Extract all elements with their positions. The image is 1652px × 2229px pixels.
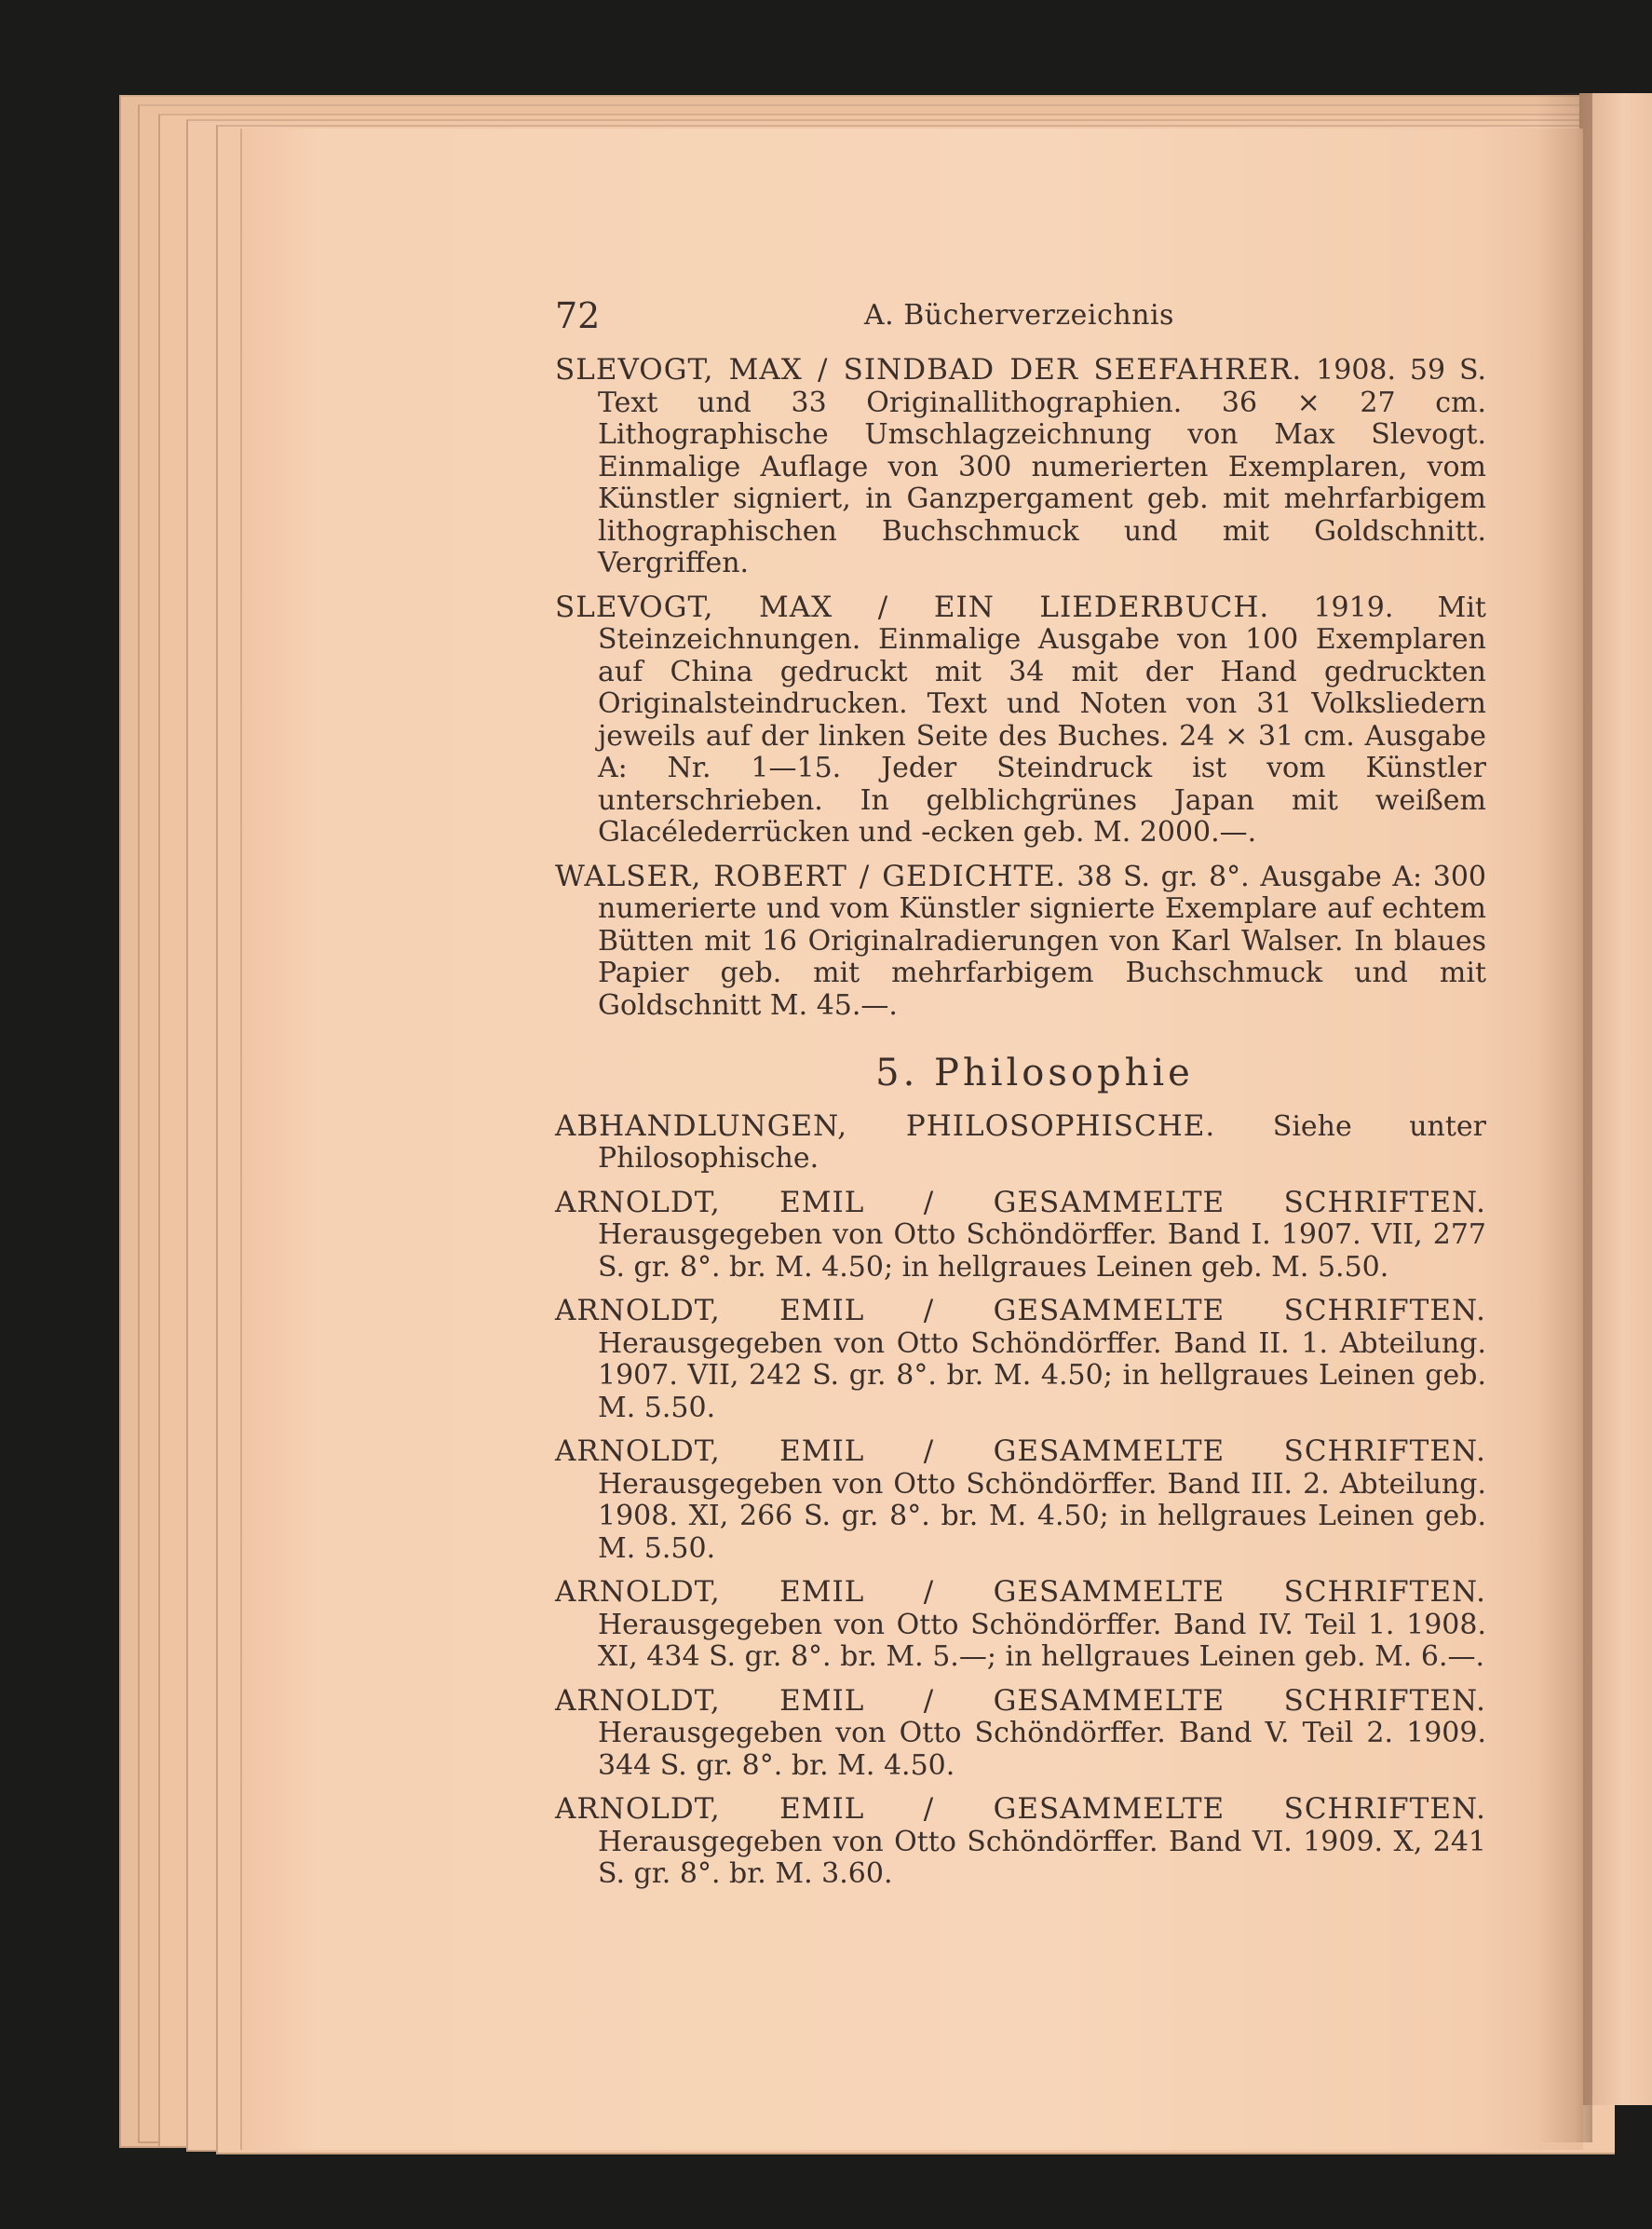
- entry-body: 1919. Mit Steinzeichnungen. Einmalige Ausgabe von 100 Exemplaren auf China gedruckt mit 34 mit der Hand gedruckten Originalsteindrucken. Text und Noten von 31 Volksliedern jeweils auf der linken Seite des Buches. 24 × 31 cm. Ausgabe A: Nr. 1—15. Jeder Steindruck ist vom Künstler unterschrieben. In gelblichgrünes Japan mit weißem Glacélederrücken und -ecken geb. M. 2000.—.: [598, 591, 1486, 849]
- entry-head: ABHANDLUNGEN, PHILOSOPHISCHE.: [555, 1108, 1216, 1143]
- catalog-entry: [555, 1685, 1486, 1783]
- entry-body: Herausgegeben von Otto Schöndörffer. Band V. Teil 2. 1909. 344 S. gr. 8°. br. M. 4.50.: [598, 1717, 1486, 1782]
- entry-body: Siehe unter Philosophische.: [598, 1109, 1486, 1175]
- catalog-entry: [555, 1435, 1486, 1565]
- running-head: A. Bücherverzeichnis: [864, 299, 1174, 332]
- entry-body: 38 S. gr. 8°. Ausgabe A: 300 numerierte und vom Künstler signierte Exemplare auf echtem Bütten mit 16 Originalradierungen von Karl Walser. In blaues Papier geb. mit mehrfarbigem Buchschmuck und mit Goldschnitt M. 45.—.: [598, 860, 1487, 1022]
- entry-body: Herausgegeben von Otto Schöndörffer. Band I. 1907. VII, 277 S. gr. 8°. br. M. 4.50; in hellgraues Leinen geb. M. 5.50.: [598, 1218, 1486, 1284]
- entry-body: Herausgegeben von Otto Schöndörffer. Band VI. 1909. X, 241 S. gr. 8°. br. M. 3.60.: [598, 1825, 1486, 1890]
- section-title: 5. Philosophie: [875, 1052, 1194, 1094]
- catalog-entry: [555, 1576, 1486, 1674]
- catalog-entry: [555, 1793, 1486, 1891]
- catalog-entry: [555, 1187, 1486, 1284]
- entries-after: [555, 1110, 1486, 1891]
- entry-head: ARNOLDT, EMIL / GESAMMELTE SCHRIFTEN.: [555, 1294, 1486, 1327]
- entry-head: ARNOLDT, EMIL / GESAMMELTE SCHRIFTEN.: [555, 1185, 1486, 1219]
- catalog-entry: [555, 861, 1486, 1023]
- entry-head: ARNOLDT, EMIL / GESAMMELTE SCHRIFTEN.: [555, 1792, 1486, 1826]
- page-header: [555, 279, 1486, 354]
- entry-head: ARNOLDT, EMIL / GESAMMELTE SCHRIFTEN.: [555, 1434, 1486, 1468]
- entry-head: ARNOLDT, EMIL / GESAMMELTE SCHRIFTEN.: [555, 1575, 1486, 1609]
- entry-body: Herausgegeben von Otto Schöndörffer. Band III. 2. Abteilung. 1908. XI, 266 S. gr. 8°. br. M. 4.50; in hellgraues Leinen geb. M. 5.50.: [598, 1467, 1486, 1565]
- catalog-entry: [555, 354, 1486, 580]
- entry-head: WALSER, ROBERT / GEDICHTE.: [555, 859, 1066, 893]
- entry-body: 1908. 59 S. Text und 33 Originallithographien. 36 × 27 cm. Lithographische Umschlagzeichnung von Max Slevogt. Einmalige Auflage von 300 numerierten Exemplaren, vom Künstler signiert, in Ganzpergament geb. mit mehrfarbigem lithographischen Buchschmuck und mit Goldschnitt. Vergriffen.: [598, 354, 1486, 579]
- page-content: [555, 279, 1486, 1902]
- catalog-entry: [555, 1110, 1486, 1176]
- entry-head: SLEVOGT, MAX / SINDBAD DER SEEFAHRER.: [555, 353, 1303, 387]
- page-number: 72: [555, 295, 601, 336]
- catalog-entry: [555, 1295, 1486, 1424]
- entry-body: Herausgegeben von Otto Schöndörffer. Band II. 1. Abteilung. 1907. VII, 242 S. gr. 8°. br. M. 4.50; in hellgraues Leinen geb. M. 5.50.: [598, 1326, 1486, 1424]
- catalog-entry: [555, 591, 1486, 849]
- entry-body: Herausgegeben von Otto Schöndörffer. Band IV. Teil 1. 1908. XI, 434 S. gr. 8°. br. M. 5.—; in hellgraues Leinen geb. M. 6.—.: [598, 1608, 1486, 1673]
- gutter-shadow: [1537, 93, 1592, 2142]
- entry-head: SLEVOGT, MAX / EIN LIEDERBUCH.: [555, 590, 1270, 624]
- entry-head: ARNOLDT, EMIL / GESAMMELTE SCHRIFTEN.: [555, 1683, 1486, 1718]
- entries-before: [555, 354, 1486, 1022]
